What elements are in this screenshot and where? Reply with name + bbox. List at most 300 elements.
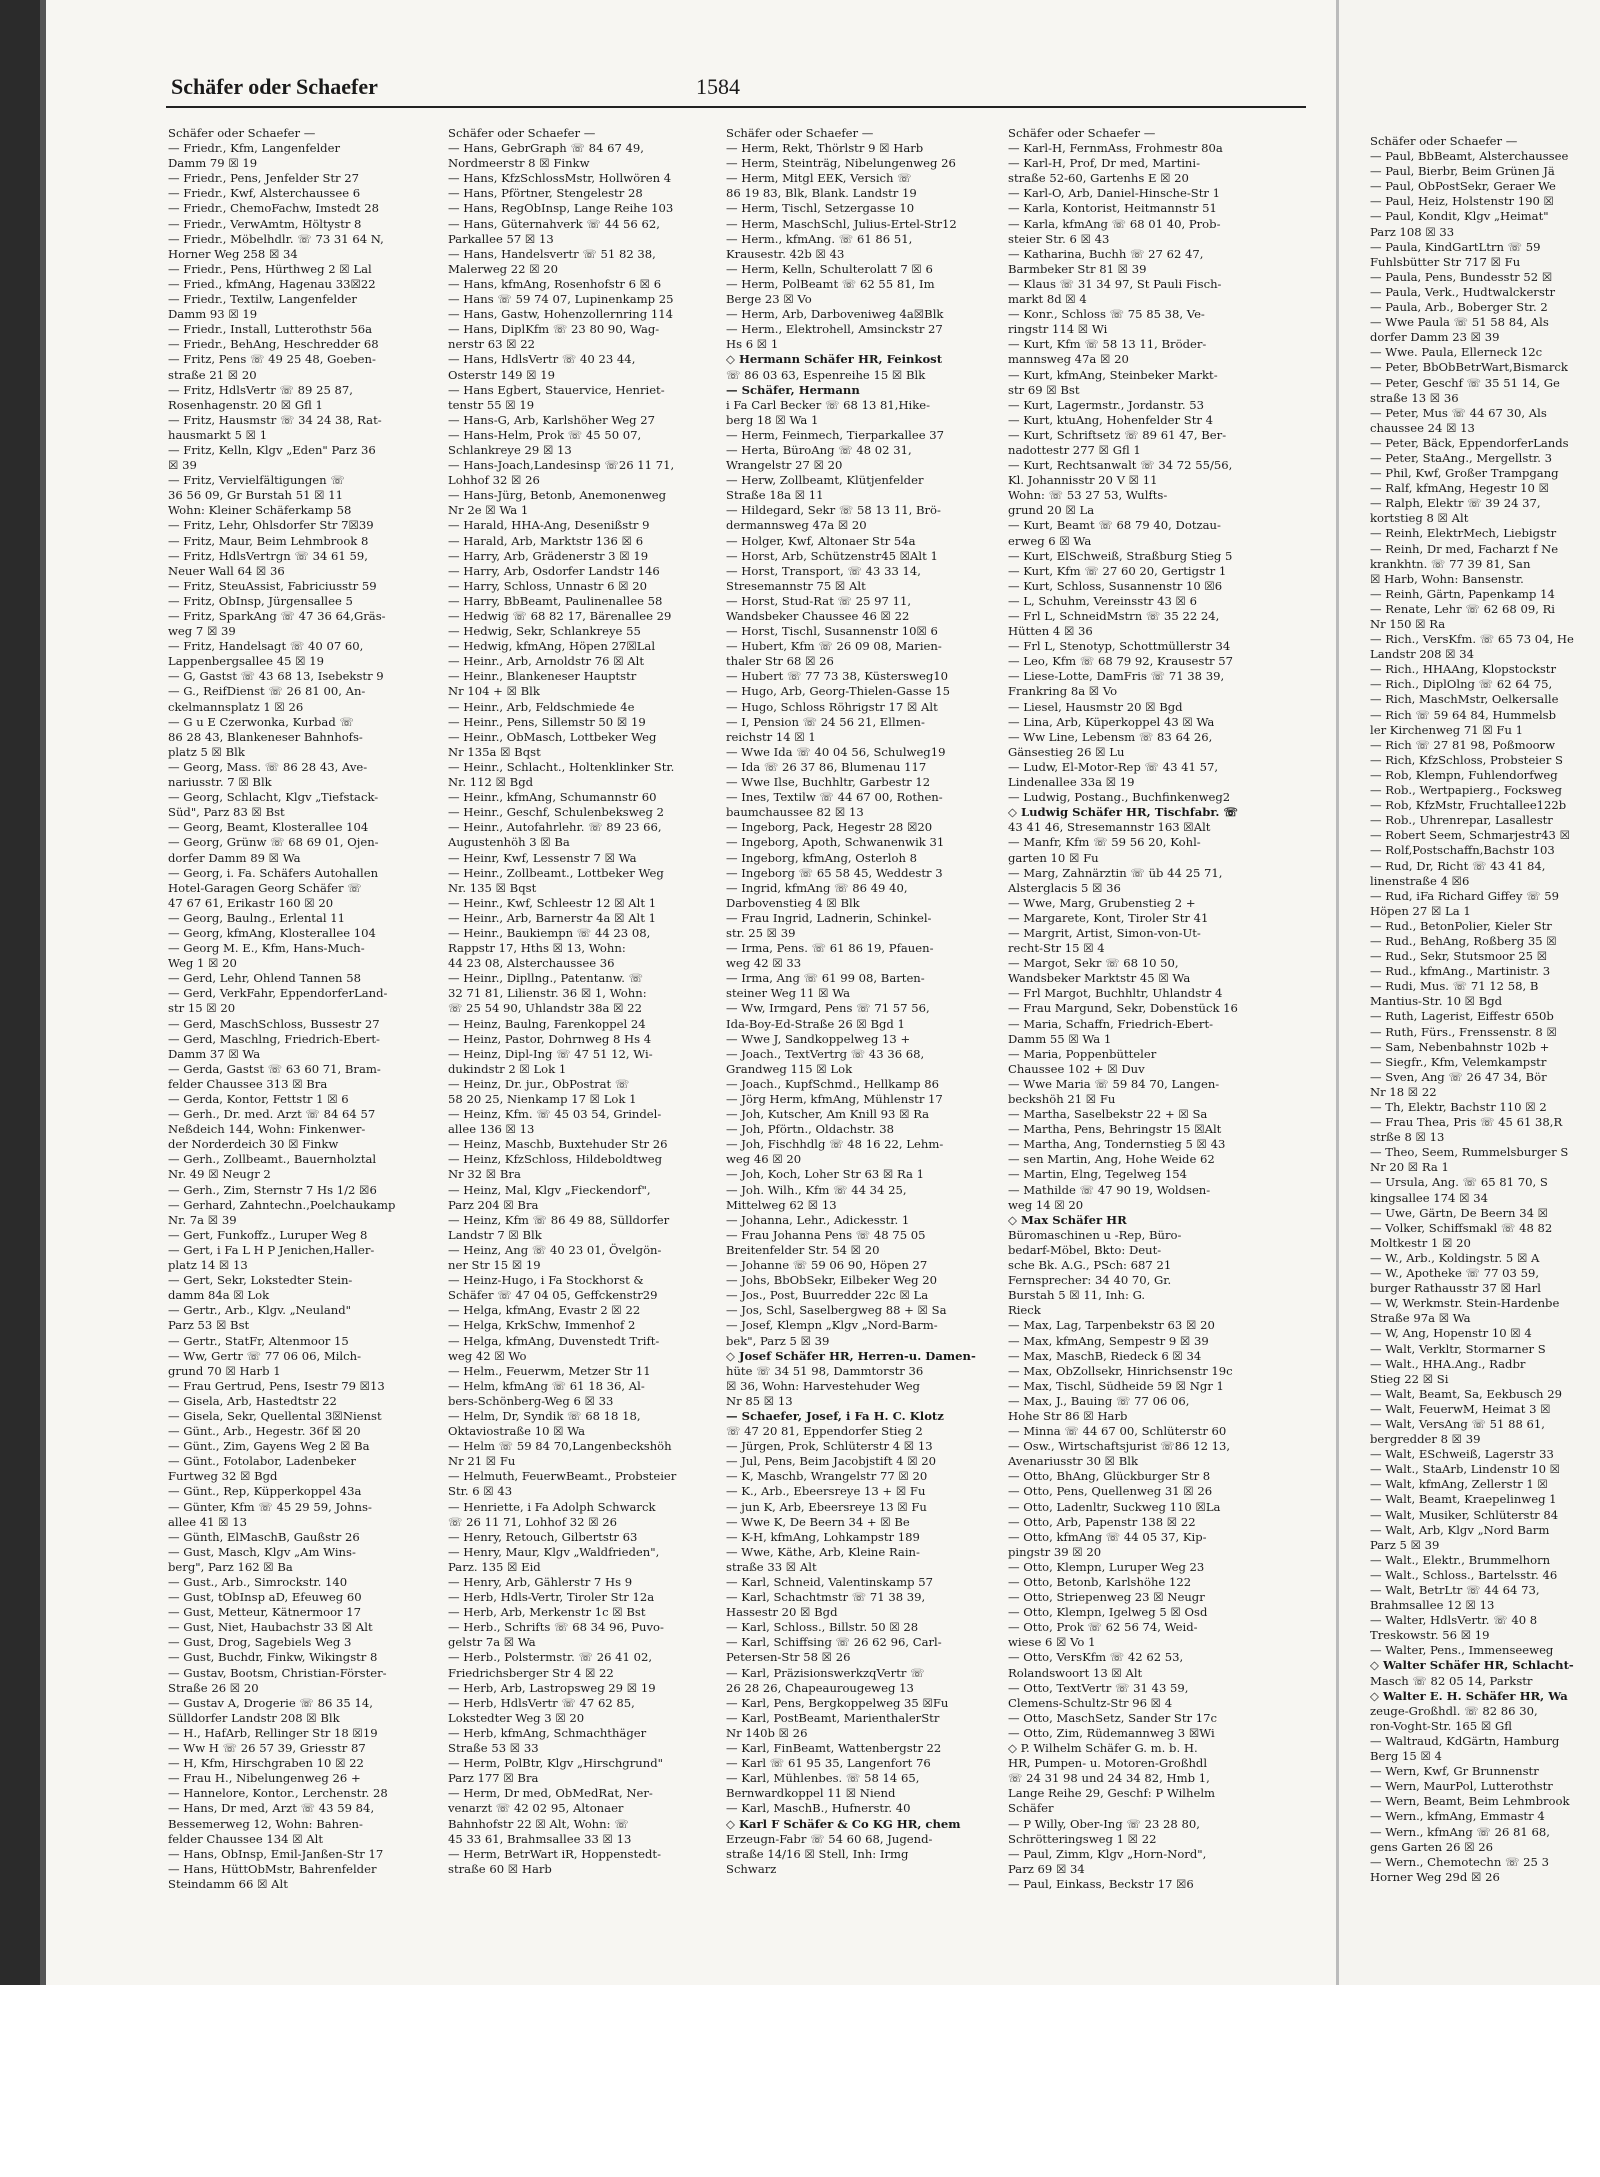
directory-entry-line: Parz 108 ☒ 33 <box>1370 224 1455 239</box>
directory-entry-line: — Marg, Zahnärztin ☏ üb 44 25 71, <box>1008 865 1223 880</box>
directory-entry-line: Sülldorfer Landstr 208 ☒ Blk <box>168 1710 340 1725</box>
directory-entry-line: — Günter, Kfm ☏ 45 29 59, Johns- <box>168 1499 372 1514</box>
directory-entry-line: — Walter, Pens., Immenseeweg <box>1370 1643 1554 1658</box>
directory-entry-line: — Paula, Verk., Hudtwalckerstr <box>1370 284 1555 299</box>
directory-entry-line: — Gerd, MaschSchloss, Bussestr 27 <box>168 1016 380 1031</box>
directory-entry-line: beckshöh 21 ☒ Fu <box>1008 1092 1116 1106</box>
directory-entry-line: — K., Arb., Ebeersreye 13 + ☒ Fu <box>726 1484 926 1499</box>
directory-entry-line: — Fritz, Vervielfältigungen ☏ <box>168 473 345 488</box>
directory-entry-line: Parz 177 ☒ Bra <box>448 1771 539 1786</box>
directory-entry-line: — Max, ObZollsekr, Hinrichsenstr 19c <box>1008 1363 1233 1378</box>
directory-entry-line: Schäfer oder Schaefer — <box>1008 126 1156 140</box>
directory-entry-line: — Wwe Paula ☏ 51 58 84, Als <box>1370 315 1549 330</box>
directory-entry-line: — Karl-H, FernmAss, Frohmestr 80a <box>1008 141 1223 156</box>
directory-entry-line: Hassestr 20 ☒ Bgd <box>726 1605 838 1620</box>
directory-entry-line: — Henry, Maur, Klgv „Waldfrieden", <box>448 1544 660 1559</box>
directory-entry-line: 32 71 81, Lilienstr. 36 ☒ 1, Wohn: <box>448 986 647 1001</box>
directory-entry-line: — Peter, BbObBetrWart,Bismarck <box>1370 360 1568 375</box>
directory-entry-line: — Minna ☏ 44 67 00, Schlüterstr 60 <box>1008 1424 1227 1439</box>
directory-entry-line: weg 42 ☒ 33 <box>726 956 802 971</box>
directory-entry-line: berg", Parz 162 ☒ Ba <box>168 1559 293 1574</box>
directory-entry-line: — Walt, Verkltr, Stormarner S <box>1370 1341 1546 1356</box>
directory-entry-line: Stieg 22 ☒ Si <box>1370 1371 1449 1386</box>
directory-entry-line: — Hans, Handelsvertr ☏ 51 82 38, <box>448 246 656 261</box>
directory-entry-line: — Walt., Schloss., Bartelsstr. 46 <box>1370 1567 1558 1582</box>
directory-entry-line: — Gerd, VerkFahr, EppendorferLand- <box>168 986 388 1001</box>
directory-entry-line: — Gertr., StatFr, Altenmoor 15 <box>168 1333 349 1348</box>
directory-entry-line: Parz. 135 ☒ Eid <box>448 1559 541 1574</box>
directory-entry-line: Malerweg 22 ☒ 20 <box>448 261 559 276</box>
directory-entry-line: — Joh. Wilh., Kfm ☏ 44 34 25, <box>726 1182 907 1197</box>
directory-entry-line: — Rich ☏ 59 64 84, Hummelsb <box>1370 707 1557 722</box>
directory-entry-line: — Harald, Arb, Marktstr 136 ☒ 6 <box>448 533 644 548</box>
directory-entry-line: sche Bk. A.G., PSch: 687 21 <box>1008 1258 1172 1273</box>
directory-entry-line: Nr. 112 ☒ Bgd <box>448 775 534 790</box>
directory-entry-line: — Joh, Fischhdlg ☏ 48 16 22, Lehm- <box>726 1137 944 1152</box>
directory-entry-line: nadottestr 277 ☒ Gfl 1 <box>1008 442 1141 457</box>
directory-entry-line: hausmarkt 5 ☒ 1 <box>168 427 268 442</box>
directory-entry-line: — Josef, Klempn „Klgv „Nord-Barm- <box>726 1318 938 1333</box>
directory-entry-line: damm 84a ☒ Lok <box>168 1288 270 1303</box>
directory-entry-line: — Heinz, Maschb, Buxtehuder Str 26 <box>448 1137 668 1152</box>
directory-entry-line: 44 23 08, Alsterchaussee 36 <box>448 956 615 971</box>
directory-entry-line: — Rudi, Mus. ☏ 71 12 58, B <box>1370 979 1539 994</box>
directory-entry-line: Rolandswoort 13 ☒ Alt <box>1008 1665 1143 1680</box>
directory-entry-line: Damm 93 ☒ 19 <box>168 307 258 322</box>
directory-entry-line: — Gertr., Arb., Klgv. „Neuland" <box>168 1303 351 1318</box>
directory-entry-line: Nr. 7a ☒ 39 <box>168 1212 237 1227</box>
directory-entry-line: — Reinh, ElektrMech, Liebigstr <box>1370 526 1557 541</box>
directory-entry-line: reichstr 14 ☒ 1 <box>726 729 816 744</box>
directory-entry-line: — Ww Line, Lebensm ☏ 83 64 26, <box>1008 729 1213 744</box>
directory-entry-line: — Ursula, Ang. ☏ 65 81 70, S <box>1370 1175 1548 1190</box>
directory-entry-line: — Heinr., Baukiempn ☏ 44 23 08, <box>448 925 651 940</box>
directory-entry-line: — Georg, Grünw ☏ 68 69 01, Ojen- <box>168 835 379 850</box>
directory-entry-line: — Herm, Rekt, Thörlstr 9 ☒ Harb <box>726 141 924 156</box>
directory-entry-line: — W., Arb., Koldingstr. 5 ☒ A <box>1370 1250 1540 1265</box>
directory-column-4 <box>1008 126 1276 1892</box>
directory-entry-line: — Robert Seem, Schmarjestr43 ☒ <box>1370 828 1570 843</box>
directory-entry-line: pingstr 39 ☒ 20 <box>1008 1544 1102 1559</box>
directory-entry-line: — Hans, HüttObMstr, Bahrenfelder <box>168 1861 377 1876</box>
directory-entry-line: — Friedr., ChemoFachw, Imstedt 28 <box>168 201 379 216</box>
directory-entry-line: Oktaviostraße 10 ☒ Wa <box>448 1424 586 1439</box>
directory-entry-line: Nr. 49 ☒ Neugr 2 <box>168 1167 271 1182</box>
directory-entry-line: — Friedr., Pens, Hürthweg 2 ☒ Lal <box>168 261 372 276</box>
directory-entry-line: — Hans-Helm, Prok ☏ 45 50 07, <box>448 427 642 442</box>
directory-entry-line: — Reinh, Dr med, Facharzt f Ne <box>1370 541 1559 556</box>
directory-entry-line: baumchaussee 82 ☒ 13 <box>726 805 864 820</box>
directory-entry-line: — Hans, ObInsp, Emil-Janßen-Str 17 <box>168 1846 384 1861</box>
directory-entry-line: Osterstr 149 ☒ 19 <box>448 367 555 382</box>
directory-entry-line: — Rolf,Postschaffn,Bachstr 103 <box>1370 843 1555 858</box>
directory-entry-line: Erzeugn-Fabr ☏ 54 60 68, Jugend- <box>726 1831 933 1846</box>
directory-entry-line: thaler Str 68 ☒ 26 <box>726 654 834 669</box>
directory-entry-line: — Georg, Beamt, Klosterallee 104 <box>168 820 369 835</box>
directory-entry-line: — Heinr., Geschf, Schulenbeksweg 2 <box>448 805 664 820</box>
directory-entry-line: ler Kirchenweg 71 ☒ Fu 1 <box>1370 722 1523 737</box>
directory-entry-line: — Max, MaschB, Riedeck 6 ☒ 34 <box>1008 1348 1202 1363</box>
directory-entry-line: — Rich., HHAAng, Klopstockstr <box>1370 662 1556 677</box>
directory-entry-line: — Karl, PräzisionswerkzqVertr ☏ <box>726 1665 925 1680</box>
directory-entry-line: — Volker, Schiffsmakl ☏ 48 82 <box>1370 1220 1553 1235</box>
directory-entry-line: — Frl Margot, Buchhltr, Uhlandstr 4 <box>1008 986 1223 1001</box>
directory-entry-line: — Uwe, Gärtn, De Beern 34 ☒ <box>1370 1205 1549 1220</box>
directory-entry-line: — Fritz, Hausmstr ☏ 34 24 38, Rat- <box>168 412 382 427</box>
directory-entry-line: Moltkestr 1 ☒ 20 <box>1370 1235 1471 1250</box>
directory-entry-line: allee 41 ☒ 13 <box>168 1514 248 1529</box>
directory-entry-line: — Hannelore, Kontor., Lerchenstr. 28 <box>168 1786 388 1801</box>
directory-entry-line: Wandsbeker Chaussee 46 ☒ 22 <box>726 609 910 623</box>
directory-entry-line: — Gerda, Gastst ☏ 63 60 71, Bram- <box>168 1061 381 1076</box>
directory-column-2 <box>448 126 716 1877</box>
directory-entry-line: — Heinz, KfzSchloss, Hildeboldtweg <box>448 1152 663 1167</box>
directory-entry-line: — L, Schuhm, Vereinsstr 43 ☒ 6 <box>1008 593 1197 608</box>
directory-entry-line: — Martha, Pens, Behringstr 15 ☒Alt <box>1008 1122 1222 1137</box>
directory-entry-line: platz 14 ☒ 13 <box>168 1258 248 1273</box>
directory-entry-line: — Georg, i. Fa. Schäfers Autohallen <box>168 865 379 880</box>
directory-entry-line: Fernsprecher: 34 40 70, Gr. <box>1008 1273 1172 1288</box>
directory-entry-line: Alsterglacis 5 ☒ 36 <box>1008 880 1121 895</box>
directory-entry-line: — Otto, Pens, Quellenweg 31 ☒ 26 <box>1008 1484 1213 1499</box>
directory-entry-line: — Maria, Schaffn, Friedrich-Ebert- <box>1008 1016 1214 1031</box>
directory-entry-line: Kl. Johannisstr 20 V ☒ 11 <box>1008 473 1158 488</box>
directory-entry-line: — Lina, Arb, Küperkoppel 43 ☒ Wa <box>1008 714 1215 729</box>
directory-entry-line: — Johanna, Lehr., Adickesstr. 1 <box>726 1212 910 1227</box>
directory-entry-line: — Heinr., kfmAng, Schumannstr 60 <box>448 790 657 805</box>
directory-entry-line: — Heinz, Dr. jur., ObPostrat ☏ <box>448 1076 630 1091</box>
directory-entry-line: — Heinr., Arb, Arnoldstr 76 ☒ Alt <box>448 654 645 669</box>
directory-entry-line: ☏ 26 11 71, Lohhof 32 ☒ 26 <box>448 1514 618 1529</box>
directory-entry-line: — Otto, Arb, Papenstr 138 ☒ 22 <box>1008 1514 1196 1529</box>
directory-entry-line: — Walt, Beamt, Sa, Eekbusch 29 <box>1370 1386 1562 1401</box>
directory-entry-line: — Ww, Irmgard, Pens ☏ 71 57 56, <box>726 1001 930 1016</box>
directory-entry-line: — Jürgen, Prok, Schlüterstr 4 ☒ 13 <box>726 1439 933 1454</box>
directory-entry-line: — Ruth, Lagerist, Eiffestr 650b <box>1370 1009 1554 1024</box>
directory-entry-line: Parkallee 57 ☒ 13 <box>448 231 554 246</box>
directory-entry-line: — Gerd, Maschlng, Friedrich-Ebert- <box>168 1031 380 1046</box>
directory-entry-line: dermannsweg 47a ☒ 20 <box>726 518 867 533</box>
directory-entry-line: — Hans, GebrGraph ☏ 84 67 49, <box>448 141 644 156</box>
directory-entry-line: — Kurt, Kfm ☏ 58 13 11, Bröder- <box>1008 337 1207 352</box>
directory-entry-line: — W, Ang, Hopenstr 10 ☒ 4 <box>1370 1326 1532 1341</box>
directory-entry-line: Damm 79 ☒ 19 <box>168 156 258 171</box>
directory-entry-line: — Harry, Schloss, Unnastr 6 ☒ 20 <box>448 578 647 593</box>
directory-entry-line: — Heinr., ObMasch, Lottbeker Weg <box>448 729 657 744</box>
directory-entry-line: — Karl, PostBeamt, MarienthalerStr <box>726 1710 940 1725</box>
directory-entry-line: — Sam, Nebenbahnstr 102b + <box>1370 1039 1550 1054</box>
directory-entry-line: — Rich ☏ 27 81 98, Poßmoorw <box>1370 737 1556 752</box>
directory-entry-line: — Kurt, Schloss, Susannenstr 10 ☒6 <box>1008 578 1223 593</box>
directory-entry-line: — I, Pension ☏ 24 56 21, Ellmen- <box>726 714 925 729</box>
directory-entry-line: Steindamm 66 ☒ Alt <box>168 1876 288 1891</box>
directory-entry-line: Frankring 8a ☒ Vo <box>1008 684 1118 699</box>
directory-entry-line: steiner Weg 11 ☒ Wa <box>726 986 851 1001</box>
directory-entry-line: — Ingeborg, Pack, Hegestr 28 ☒20 <box>726 820 933 835</box>
directory-entry-line: — Gerd, Lehr, Ohlend Tannen 58 <box>168 971 361 986</box>
directory-entry-line: — Otto, kfmAng ☏ 44 05 37, Kip- <box>1008 1529 1207 1544</box>
directory-entry-line: — Kurt, Lagermstr., Jordanstr. 53 <box>1008 397 1205 412</box>
directory-entry-line: recht-Str 15 ☒ 4 <box>1008 941 1105 956</box>
directory-entry-line: — Max, Tischl, Südheide 59 ☒ Ngr 1 <box>1008 1378 1224 1393</box>
directory-entry-line: — Walt, Beamt, Kraepelinweg 1 <box>1370 1492 1557 1507</box>
directory-entry-line: Augustenhöh 3 ☒ Ba <box>448 835 570 850</box>
directory-entry-line: Berg 15 ☒ 4 <box>1370 1749 1442 1764</box>
directory-entry-line: — Herm, Mitgl EEK, Versich ☏ <box>726 171 912 186</box>
directory-entry-line: — Wwe J, Sandkoppelweg 13 + <box>726 1031 911 1046</box>
directory-entry-line: — Herm, Kelln, Schulterolatt 7 ☒ 6 <box>726 261 933 276</box>
directory-entry-line: — Helga, kfmAng, Duvenstedt Trift- <box>448 1333 660 1348</box>
directory-entry-line: Mantius-Str. 10 ☒ Bgd <box>1370 994 1503 1009</box>
directory-entry-line: — Wwe Ida ☏ 40 04 56, Schulweg19 <box>726 744 946 759</box>
directory-entry-line: felder Chaussee 134 ☒ Alt <box>168 1831 324 1846</box>
directory-entry-line: ◇ Hermann Schäfer HR, Feinkost <box>726 352 943 367</box>
directory-entry-line: — Friedr., Install, Lutterothstr 56a <box>168 322 373 337</box>
directory-entry-line: — Margot, Sekr ☏ 68 10 50, <box>1008 956 1179 971</box>
directory-entry-line: — Harry, Arb, Osdorfer Landstr 146 <box>448 563 660 578</box>
directory-entry-line: — Hans, Gastw, Hohenzollernring 114 <box>448 307 674 322</box>
directory-entry-line: — Wwe, Käthe, Arb, Kleine Rain- <box>726 1544 920 1559</box>
page-title: Schäfer oder Schaefer <box>171 74 378 99</box>
directory-entry-line: ☒ 36, Wohn: Harvestehuder Weg <box>726 1378 920 1393</box>
directory-entry-line: — Herta, BüroAng ☏ 48 02 31, <box>726 442 912 457</box>
directory-entry-line: — Ida ☏ 26 37 86, Blumenau 117 <box>726 759 927 774</box>
directory-entry-line: — Paul, Bierbr, Beim Grünen Jä <box>1370 164 1555 179</box>
directory-entry-line: Büromaschinen u -Rep, Büro- <box>1008 1227 1182 1242</box>
directory-entry-line: — Frau Thea, Pris ☏ 45 61 38,R <box>1370 1115 1563 1130</box>
directory-entry-line: Parz 69 ☒ 34 <box>1008 1861 1085 1876</box>
directory-entry-line: — Heinz, Kfm. ☏ 45 03 54, Grindel- <box>448 1107 662 1122</box>
directory-entry-line: — Frau Ingrid, Ladnerin, Schinkel- <box>726 910 932 925</box>
directory-entry-line: — Wern, Kwf, Gr Brunnenstr <box>1370 1764 1539 1779</box>
directory-entry-line: — Herm, Dr med, ObMedRat, Ner- <box>448 1786 653 1801</box>
directory-entry-line: Lohhof 32 ☒ 26 <box>448 473 540 488</box>
directory-entry-line: — Rob., Wertpapierg., Focksweg <box>1370 783 1562 798</box>
directory-entry-line: — Johanne ☏ 59 06 90, Höpen 27 <box>726 1258 928 1273</box>
directory-entry-line: — Jos., Post, Buurredder 22c ☒ La <box>726 1288 929 1303</box>
directory-entry-line: — Schaefer, Josef, i Fa H. C. Klotz <box>726 1408 944 1423</box>
directory-entry-line: str 69 ☒ Bst <box>1008 382 1080 397</box>
directory-entry-line: Treskowstr. 56 ☒ 19 <box>1370 1628 1490 1643</box>
directory-entry-line: Damm 55 ☒ Wa 1 <box>1008 1031 1112 1046</box>
directory-entry-line: — Gert, Funkoffz., Luruper Weg 8 <box>168 1227 368 1242</box>
directory-entry-line: — Hans Egbert, Stauervice, Henriet- <box>448 382 665 397</box>
directory-entry-line: — Gust, Buchdr, Finkw, Wikingstr 8 <box>168 1650 378 1665</box>
directory-entry-line: — Kurt, Beamt ☏ 68 79 40, Dotzau- <box>1008 518 1221 533</box>
directory-entry-line: straße 14/16 ☒ Stell, Inh: Irmg <box>726 1846 909 1861</box>
directory-entry-line: Nr 18 ☒ 22 <box>1370 1084 1437 1099</box>
directory-entry-line: ◇ Max Schäfer HR <box>1008 1212 1127 1227</box>
directory-entry-line: — Liesel, Hausmstr 20 ☒ Bgd <box>1008 699 1183 714</box>
directory-entry-line: Nr. 135 ☒ Bqst <box>448 880 537 895</box>
directory-entry-line: — Martha, Saselbekstr 22 + ☒ Sa <box>1008 1107 1208 1122</box>
directory-entry-line: Weg 1 ☒ 20 <box>168 956 237 971</box>
directory-entry-line: — Walt., StaArb, Lindenstr 10 ☒ <box>1370 1462 1561 1477</box>
directory-entry-line: — Otto, MaschSetz, Sander Str 17c <box>1008 1710 1217 1725</box>
directory-entry-line: — Wwe. Paula, Ellerneck 12c <box>1370 345 1543 360</box>
directory-entry-line: — Ludwig, Postang., Buchfinkenweg2 <box>1008 790 1231 805</box>
directory-entry-line: — Karla, Kontorist, Heitmannstr 51 <box>1008 201 1217 216</box>
directory-entry-line: — Walt, Musiker, Schlüterstr 84 <box>1370 1507 1559 1522</box>
directory-entry-line: 43 41 46, Stresemannstr 163 ☒Alt <box>1008 820 1211 835</box>
directory-entry-line: — Hildegard, Sekr ☏ 58 13 11, Brö- <box>726 503 941 518</box>
directory-entry-line: erweg 6 ☒ Wa <box>1008 533 1092 548</box>
directory-entry-line: Masch ☏ 82 05 14, Parkstr <box>1370 1673 1533 1688</box>
directory-entry-line: Neuer Wall 64 ☒ 36 <box>168 563 285 578</box>
directory-entry-line: i Fa Carl Becker ☏ 68 13 81,Hike- <box>726 397 931 412</box>
directory-entry-line: 86 28 43, Blankeneser Bahnhofs- <box>168 729 363 744</box>
directory-entry-line: — Ruth, Fürs., Frenssenstr. 8 ☒ <box>1370 1024 1557 1039</box>
directory-entry-line: — Rob., Uhrenrepar, Lasallestr <box>1370 813 1553 828</box>
directory-entry-line: — Gisela, Arb, Hastedtstr 22 <box>168 1393 337 1408</box>
directory-entry-line: — Gustav, Bootsm, Christian-Förster- <box>168 1665 387 1680</box>
directory-entry-line: straße 33 ☒ Alt <box>726 1559 817 1574</box>
directory-entry-line: bergredder 8 ☒ 39 <box>1370 1432 1481 1447</box>
directory-entry-line: ◇ Walter E. H. Schäfer HR, Wa <box>1370 1688 1568 1703</box>
directory-entry-line: — Herb., Schrifts ☏ 68 34 96, Puvo- <box>448 1620 664 1635</box>
directory-entry-line: — Karl, Pens, Bergkoppelweg 35 ☒Fu <box>726 1695 949 1710</box>
directory-column-3 <box>726 126 994 1877</box>
directory-entry-line: — Heinz, Dipl-Ing ☏ 47 51 12, Wi- <box>448 1046 653 1061</box>
directory-entry-line: Schäfer <box>1008 1801 1054 1816</box>
directory-entry-line: — Fritz, SteuAssist, Fabriciusstr 59 <box>168 578 377 593</box>
directory-entry-line: bedarf-Möbel, Bkto: Deut- <box>1008 1242 1162 1257</box>
directory-entry-line: — Herm, Arb, Darboveniweg 4a☒Blk <box>726 307 944 322</box>
directory-entry-line: — Herm, BetrWart iR, Hoppenstedt- <box>448 1846 661 1861</box>
directory-entry-line: — Peter, Mus ☏ 44 67 30, Als <box>1370 405 1547 420</box>
directory-entry-line: — Wwe K, De Beern 34 + ☒ Be <box>726 1514 910 1529</box>
directory-entry-line: — Otto, Striepenweg 23 ☒ Neugr <box>1008 1590 1205 1605</box>
directory-entry-line: — Fritz, ObInsp, Jürgensallee 5 <box>168 593 353 608</box>
directory-entry-line: — Gerh., Zim, Sternstr 7 Hs 1/2 ☒6 <box>168 1182 377 1197</box>
directory-entry-line: Schäfer oder Schaefer — <box>726 126 874 140</box>
directory-entry-line: — Karl-H, Prof, Dr med, Martini- <box>1008 156 1201 171</box>
directory-entry-line: — Heinz, Pastor, Dohrnweg 8 Hs 4 <box>448 1031 652 1046</box>
directory-entry-line: — Martin, Elng, Tegelweg 154 <box>1008 1167 1187 1182</box>
directory-entry-line: Landstr 7 ☒ Blk <box>448 1227 542 1242</box>
directory-entry-line: — Fritz, SparkAng ☏ 47 36 64,Gräs- <box>168 609 386 623</box>
directory-entry-line: — Heinr, Kwf, Lessenstr 7 ☒ Wa <box>448 850 637 865</box>
directory-entry-line: 36 56 09, Gr Burstah 51 ☒ 11 <box>168 488 343 503</box>
directory-entry-line: Straße 18a ☒ 11 <box>726 488 824 503</box>
directory-entry-line: allee 136 ☒ 13 <box>448 1122 535 1137</box>
directory-entry-line: markt 8d ☒ 4 <box>1008 292 1087 307</box>
directory-entry-line: — Karla, kfmAng ☏ 68 01 40, Prob- <box>1008 216 1221 231</box>
directory-entry-line: — Hedwig, Sekr, Schlankreye 55 <box>448 624 641 639</box>
directory-entry-line: Brahmsallee 12 ☒ 13 <box>1370 1598 1495 1613</box>
directory-entry-line: — Katharina, Buchh ☏ 27 62 47, <box>1008 246 1204 261</box>
directory-entry-line: — Friedr., Kfm, Langenfelder <box>168 141 341 156</box>
directory-entry-line: straße 52-60, Gartenhs E ☒ 20 <box>1008 171 1189 186</box>
directory-entry-line: — Schäfer, Hermann <box>726 382 860 397</box>
directory-entry-line: — Friedr., VerwAmtm, Höltystr 8 <box>168 216 362 231</box>
directory-entry-line: — Waltraud, KdGärtn, Hamburg <box>1370 1733 1560 1748</box>
directory-entry-line: — Hans-G, Arb, Karlshöher Weg 27 <box>448 412 656 427</box>
directory-entry-line: Stresemannstr 75 ☒ Alt <box>726 578 866 593</box>
directory-entry-line: — Ingeborg ☏ 65 58 45, Weddestr 3 <box>726 865 943 880</box>
directory-entry-line: — Otto, Zim, Rüdemannweg 3 ☒Wi <box>1008 1725 1215 1740</box>
directory-entry-line: Schäfer ☏ 47 04 05, Geffckenstr29 <box>448 1288 658 1303</box>
directory-entry-line: — Helmuth, FeuerwBeamt., Probsteier <box>448 1469 677 1484</box>
directory-entry-line: — Henry, Arb, Gählerstr 7 Hs 9 <box>448 1575 633 1589</box>
directory-entry-line: Süd", Parz 83 ☒ Bst <box>168 805 285 820</box>
scan-binding-strip <box>0 0 46 2177</box>
directory-entry-line: — Günt., Fotolabor, Ladenbeker <box>168 1454 356 1469</box>
directory-entry-line: — Heinr., Schlacht., Holtenklinker Str. <box>448 759 675 774</box>
directory-entry-line: Lappenbergsallee 45 ☒ 19 <box>168 654 324 669</box>
directory-entry-line: — Ralf, kfmAng, Hegestr 10 ☒ <box>1370 481 1550 496</box>
directory-entry-line: ◇ Ludwig Schäfer HR, Tischfabr. ☏ <box>1008 805 1238 820</box>
directory-entry-line: — Heinr., Blankeneser Hauptstr <box>448 669 637 684</box>
directory-entry-line: — G., ReifDienst ☏ 26 81 00, An- <box>168 684 366 699</box>
directory-entry-line: — Joh, Pförtn., Oldachstr. 38 <box>726 1122 895 1137</box>
directory-entry-line: — Otto, Klempn, Igelweg 5 ☒ Osd <box>1008 1605 1208 1620</box>
directory-entry-line: — Paul, ObPostSekr, Geraer We <box>1370 179 1556 194</box>
directory-entry-line: — Kurt, ElSchweiß, Straßburg Stieg 5 <box>1008 548 1233 563</box>
adjacent-page-column <box>1370 134 1600 1885</box>
directory-entry-line: — Konr., Schloss ☏ 75 85 38, Ve- <box>1008 307 1205 322</box>
directory-entry-line: — Friedr., BehAng, Heschredder 68 <box>168 337 379 352</box>
directory-entry-line: — Walt., Elektr., Brummelhorn <box>1370 1552 1551 1567</box>
directory-entry-line: Horner Weg 258 ☒ 34 <box>168 246 298 261</box>
directory-entry-line: Lange Reihe 29, Geschf: P Wilhelm <box>1008 1786 1216 1801</box>
directory-entry-line: Nr 32 ☒ Bra <box>448 1167 521 1182</box>
directory-entry-line: — Hubert, Kfm ☏ 26 09 08, Marien- <box>726 639 942 654</box>
directory-entry-line: — Frau Gertrud, Pens, Isestr 79 ☒13 <box>168 1378 385 1393</box>
directory-entry-line: kortstieg 8 ☒ Alt <box>1370 511 1469 526</box>
directory-entry-line: — Horst, Stud-Rat ☏ 25 97 11, <box>726 593 912 608</box>
directory-entry-line: Wohn: Kleiner Schäferkamp 58 <box>168 503 352 518</box>
directory-entry-line: Straße 97a ☒ Wa <box>1370 1311 1471 1326</box>
directory-entry-line: — Herm., Elektrohell, Amsinckstr 27 <box>726 322 943 337</box>
directory-entry-line: — Frau Johanna Pens ☏ 48 75 05 <box>726 1227 926 1242</box>
directory-entry-line: Hütten 4 ☒ 36 <box>1008 624 1093 639</box>
directory-entry-line: Neßdeich 144, Wohn: Finkenwer- <box>168 1122 366 1137</box>
directory-entry-line: gelstr 7a ☒ Wa <box>448 1635 536 1650</box>
directory-entry-line: — Henry, Retouch, Gilbertstr 63 <box>448 1529 638 1544</box>
directory-entry-line: — Rob, KfzMstr, Fruchtallee122b <box>1370 798 1567 813</box>
directory-entry-line: — Otto, TextVertr ☏ 31 43 59, <box>1008 1680 1189 1695</box>
directory-entry-line: — Sven, Ang ☏ 26 47 34, Bör <box>1370 1069 1547 1084</box>
directory-entry-line: ckelmannsplatz 1 ☒ 26 <box>168 699 304 714</box>
directory-entry-line: steier Str. 6 ☒ 43 <box>1008 231 1110 246</box>
directory-entry-line: Rosenhagenstr. 20 ☒ Gfl 1 <box>168 397 323 412</box>
directory-entry-line: — Paul, BbBeamt, Alsterchaussee <box>1370 149 1569 164</box>
directory-entry-line: Hs 6 ☒ 1 <box>726 337 779 352</box>
directory-entry-line: — Walter, HdlsVertr. ☏ 40 8 <box>1370 1613 1538 1628</box>
directory-entry-line: — Herm., kfmAng. ☏ 61 86 51, <box>726 231 913 246</box>
directory-entry-line: — Gerda, Kontor, Fettstr 1 ☒ 6 <box>168 1092 349 1106</box>
directory-entry-line: — Fritz, Handelsagt ☏ 40 07 60, <box>168 639 364 654</box>
directory-entry-line: Barmbeker Str 81 ☒ 39 <box>1008 261 1147 276</box>
directory-entry-line: straße 60 ☒ Harb <box>448 1861 552 1876</box>
directory-entry-line: — Horst, Transport, ☏ 43 33 14, <box>726 563 921 578</box>
directory-entry-line: — Georg, Baulng., Erlental 11 <box>168 910 346 925</box>
directory-entry-line: Nr 135a ☒ Bqst <box>448 744 541 759</box>
directory-entry-line: Damm 37 ☒ Wa <box>168 1046 261 1061</box>
directory-entry-line: — Friedr., Kwf, Alsterchaussee 6 <box>168 186 361 201</box>
directory-entry-line: chaussee 24 ☒ 13 <box>1370 420 1475 435</box>
directory-entry-line: ringstr 114 ☒ Wi <box>1008 322 1108 337</box>
directory-entry-line: — Helm ☏ 59 84 70,Langenbeckshöh <box>448 1439 672 1454</box>
directory-entry-line: Clemens-Schultz-Str 96 ☒ 4 <box>1008 1695 1173 1710</box>
directory-entry-line: — Johs, BbObSekr, Eilbeker Weg 20 <box>726 1273 937 1288</box>
directory-entry-line: — Paul, Zimm, Klgv „Horn-Nord", <box>1008 1846 1207 1861</box>
directory-entry-line: 58 20 25, Nienkamp 17 ☒ Lok 1 <box>448 1092 637 1106</box>
directory-entry-line: — Herm, MaschSchl, Julius-Ertel-Str12 <box>726 216 957 231</box>
directory-entry-line: ☒ 39 <box>168 458 197 473</box>
directory-entry-line: Krausestr. 42b ☒ 43 <box>726 246 845 261</box>
